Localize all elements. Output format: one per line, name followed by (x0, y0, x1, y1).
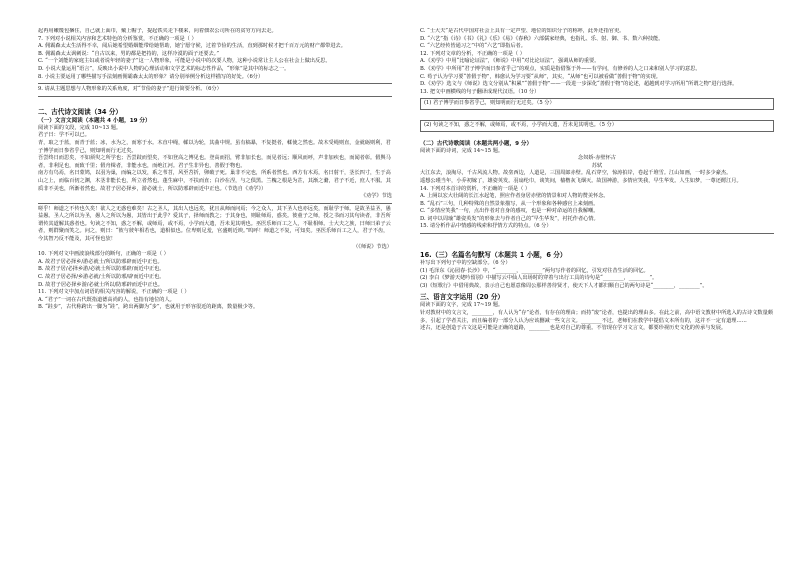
blank-space (420, 112, 774, 118)
paragraph: 嗟乎！师道之不传也久矣！欲人之无惑也难矣！古之圣人，其出人也远矣，犹且从师而问焉；今之众人，其下圣人也亦远矣，而耻学于师。是故圣益圣，愚益愚。圣人之所以为圣，愚人之所以为愚，其皆出于此乎？爱其子，择师而教之；于其身也，则耻师焉，惑矣。彼童子之师，授之书而习其句读者，非吾所谓传其道解其惑者也。句读之不知，惑之不解，或师焉，或不焉，小学而大遗，吾未见其明也。巫医乐师百工之人，不耻相师。士大夫之族，曰师曰弟子云者，则群聚而笑之。问之，则曰：“彼与彼年相若也，道相似也。位卑则足羞，官盛则近谀。”呜呼！师道之不复，可知矣。巫医乐师百工之人，君子不齿，今其智乃反不能及，其可怪也欤！ (38, 205, 391, 243)
paragraph: D. 小说大量运用“语言”，反映出小说中人物的心理活动和文学艺术的标志性作品，“形象”是其中的标志之一。 (38, 65, 290, 72)
paragraph: B. 佣霸森太太讽刺说：“自古以来，男的都是把持的，这样冷漠的面子还要去。” (38, 50, 220, 57)
paragraph: (2) 李白《梦游天姥吟留别》中描写云中仙人出场时的穿着与出行工具的诗句是“________，________”。 (420, 275, 658, 282)
paragraph: 12. 下列对文章的分析，不正确的一项是（ ） (420, 50, 525, 57)
paragraph: B. “乱石”三句，几种特殊的自然景象描写，从一个形象和各种感官上来刻画。 (420, 200, 599, 207)
paragraph: 11. 下列对文中加点词语的相关内容的解说，不正确的一项是（ ） (38, 289, 190, 296)
paragraph: 14. 下列对本首诗的赏析，不正确的一项是（ ） (420, 185, 531, 192)
paragraph: 南方有鸟焉，名曰蒙鸠，以羽为巢，而编之以发，系之苇苕，风至苕折，卵破子死。巢非不完也，所系者然也。西方有木焉，名曰射干，茎长四寸，生于高山之上，而临百仞之渊，木茎非能长也，所立者然也。蓬生麻中，不扶而直；白沙在涅，与之俱黑。兰槐之根是为芷，其渐之滫，君子不近，庶人不服。其质非不美也，所渐者然也。故君子居必择乡，游必就士，所以防邪辟而近中正也。（节选自《劝学》） (38, 170, 391, 192)
blank-space (420, 236, 774, 248)
paragraph: 补写出下列句子中的空缺部分。（6 分） (420, 260, 511, 267)
paragraph: 大江东去，浪淘尽，千古风流人物。故垒西边，人道是，三国周郎赤壁。乱石穿空，惊涛拍岸，卷起千堆雪。江山如画，一时多少豪杰。 (420, 170, 732, 177)
paragraph: 针对教材中的文言文，________，有人认为“存”论者，有存在的理由；而持“废”论者，也提出的理由多。在此之前，高中语文教材中所选入的古诗文数量颇多，引起了学者关注，而且编者的一部分人认为应该删减一些文言文。________不过，老师们在教学中提倡文本所有的，这并不一定有道理…… (420, 310, 773, 324)
paragraph: C. 故君子居必择/乡游必就/士所以防邪/辟而近中正也。 (38, 274, 165, 281)
answer-box: (1) 君子博学而日参省乎己，则知明而行无过矣。（5 分） (420, 98, 774, 110)
paragraph: B. 故君子居/必择乡游/必就士所以防邪辟/而近中正也。 (38, 266, 165, 273)
paragraph: C. “多情应笑我”一句，点出作者对自身的感叹，也是一种对命运的自我解嘲。 (420, 208, 599, 215)
left-column (38, 28, 392, 542)
paragraph: 9. 请从主题思想与人物形象的关系角度，对“节俭的妻子”进行简要分析。（6分） (38, 86, 222, 93)
paragraph: 13. 把文中画横线的句子翻译成现代汉语。（10 分） (420, 88, 540, 95)
paragraph: D.《劝学》选文与《师说》选文分别从“积累”“善假于物”——一段进一步深化“善假于物”的论述，超越到对学习所用“所谓之物”进行选择。 (420, 81, 738, 88)
paragraph: A.《劝学》中用“比喻论证法”，《师说》中用“对比论证法”，强调从师的重要。 (420, 58, 600, 65)
paragraph: 10. 下列对文中画波浪线部分的断句，正确的一项是（ ） (38, 251, 169, 258)
paragraph: 7. 下列对小说相关内容和艺术特色的分析鉴赏，不正确的一项是（ ） (38, 35, 197, 42)
paragraph: 起再用嫩篾包捆住，自己就上面巾，戴上帽子，提起铁夹走下楼来，向着佃农公司所在的贫穷方向去走。 (38, 28, 277, 34)
paragraph: D. “六艺”指《诗》《书》《礼》《乐》《易》《春秋》六部儒家经典，也指礼、乐、射、御、书、数六种技能。 (420, 35, 664, 42)
answer-box: (2) 句读之不知，惑之不解，或师焉，或不焉，小学而大遗，吾未见其明也。（5 分） (420, 120, 774, 132)
paragraph: C. “士大夫”是古代中国对社会上具有一定声望、地位的知识分子的称呼，此外还指官吏。 (420, 28, 625, 34)
paragraph: 阅读下面的文字，完成 17~19 题。 (420, 302, 504, 309)
section-heading: 16.（三）名篇名句默写（本题共 1 小题，6 分） (420, 251, 567, 260)
right-column (420, 28, 774, 542)
paragraph: A. 上阕以宏大壮阔的长江水起笔，照应作者身居赤壁的情景和对人物的赞美怀念。 (420, 193, 609, 200)
paragraph: (1) 毛泽东《沁园春·长沙》中，“________，________”两句写作者的回忆，引发对往昔生活的回忆。 (420, 267, 649, 274)
source-note: （《师说》节选） (353, 243, 392, 250)
paragraph: A. 佣霸森太太生活得不幸，阅后她希望婚姻能带给她帮助，她宁愿守候，过着节俭的生活，直到那时候才把千百万元的财产都带进去。 (38, 43, 346, 50)
paragraph: 吾尝终日而思矣，不如须臾之所学也；吾尝跂而望矣，不如登高之博见也。登高而招，臂非加长也，而见者远；顺风而呼，声非加疾也，而闻者彰。假舆马者，非利足也，而致千里；假舟楫者，非能水也，而绝江河。君子生非异也，善假于物也。 (38, 155, 391, 169)
answer-line (420, 233, 774, 234)
paragraph: (3)《短歌行》中借用典故，表示自己也愿意像周公那样善待贤才，使天下人才都归顺自己的两句诗是“________，________”。 (420, 282, 708, 289)
paragraph: 阅读下面的诗词，完成 14~15 题。 (420, 147, 504, 154)
centered-text: 苏轼 (591, 162, 603, 169)
answer-line (38, 203, 392, 204)
paragraph: 青，取之于蓝，而青于蓝；冰，水为之，而寒于水。木直中绳，輮以为轮，其曲中规。虽有槁暴，不复挺者，輮使之然也。故木受绳则直，金就砺则利，君子博学而日参省乎己，则知明而行无过矣。 (38, 139, 391, 154)
paragraph: 15. 请分析作品中情感的线索和抒情方式的特点。（6 分） (420, 223, 552, 230)
answer-line (38, 83, 392, 84)
subsection-heading: （一）文言文阅读（本题共 4 小题，19 分） (38, 117, 151, 124)
paragraph: 君子曰：学不可以已。 (38, 132, 90, 139)
paragraph: 述古，还是创造于古文这是可能是正确的道路，________也是对自己的尊重。不管现在学习文言文，都要珍视历史文化的传承与发展。 (420, 325, 727, 332)
paragraph: 8. 小说主要运用了哪些描写手法刻画佣霸森太太的形象？请分别举例分析这样描写的好处。（6分） (38, 73, 264, 80)
paragraph: C. “一个刘能的家庭主妇或者说年轻的妻子”这一人物形象，可能是小说中的次要人物，这种小说常让主人公在社会上做出反思。 (38, 58, 331, 65)
answer-line (38, 96, 392, 97)
source-note: 《劝学》节选 (360, 193, 392, 200)
paragraph: 遥想公瑾当年，小乔初嫁了，雄姿英发。羽扇纶巾，谈笑间，樯橹灰飞烟灭。故国神游，多情应笑我，早生华发。人生如梦，一尊还酹江月。 (420, 177, 742, 184)
section-heading: 三、语言文字运用（20 分） (420, 293, 505, 302)
centered-text: 念奴娇·赤壁怀古 (578, 155, 616, 162)
paragraph: D. 故君子居必择乡游/必就士所以/防邪辟而近中正也。 (38, 281, 163, 288)
paragraph: C. 荀子认为学习要“善假于物”，韩愈认为学习要“从师”，其实，“从师”也可以被看做“善假于物”的实现。 (420, 73, 661, 80)
paragraph: B.《劝学》中所用“君子博学而日参省乎己”的观点，实质是指借鉴于外——有学问，有修养的人之口来和别人学习的意思。 (420, 65, 701, 72)
paragraph: A. 故君子居必择乡/游必就士/所以防邪辟而近中正也。 (38, 258, 163, 265)
paragraph: C. “六艺经传皆通习之”中的“六艺”即指后者。 (420, 43, 526, 50)
subsection-heading: （二）古代诗歌阅读（本题共两小题，9 分） (420, 140, 533, 147)
paragraph: 阅读下面的文段，完成 10~13 题。 (38, 124, 122, 131)
paragraph: D. 词中以周瑜“雄姿英发”的形象去与作者自己的“早生华发”，衬托作者心情。 (420, 215, 599, 222)
section-heading: 二、古代诗文阅读（34 分） (38, 107, 123, 116)
paragraph: A. “君子”一词在古代既指道德高尚的人，也指有地位的人。 (38, 296, 175, 303)
blank-space (38, 99, 392, 105)
paragraph: B. “跬步”，古代称跨出一脚为“跬”，跨出两脚为“步”，也就用于形容很近的距离，数量极少等。 (38, 304, 259, 311)
